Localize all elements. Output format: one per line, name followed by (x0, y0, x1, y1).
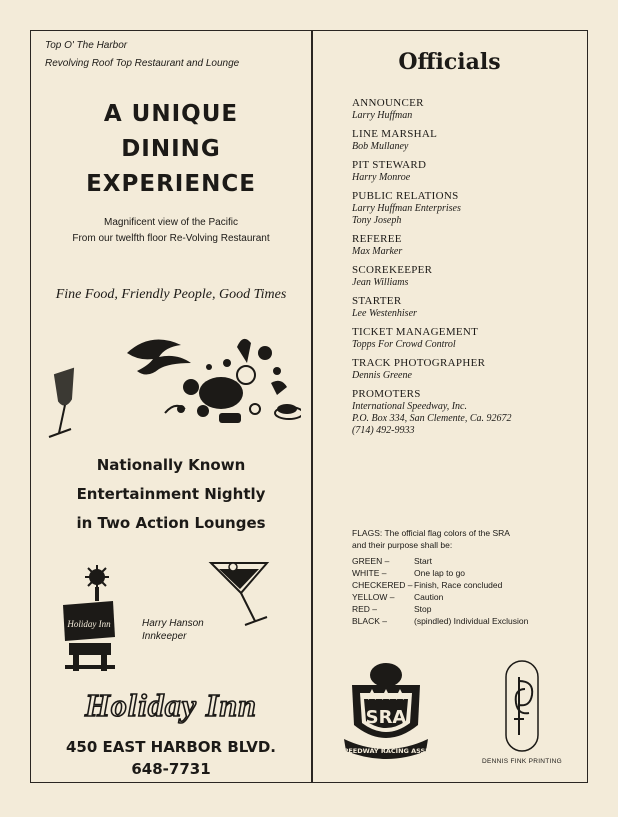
cocktail-glass-icon (207, 559, 271, 629)
flag-meaning: One lap to go (414, 568, 466, 578)
official-name: International Speedway, Inc. (352, 401, 467, 412)
official-entry (352, 190, 582, 227)
flag-color: WHITE – (352, 568, 387, 578)
official-role: LINE MARSHAL (352, 128, 438, 140)
flag-row (352, 603, 582, 615)
holiday-inn-ad (31, 31, 311, 782)
flag-row (352, 615, 582, 627)
flags-section (352, 527, 582, 627)
flag-color: CHECKERED – (352, 580, 413, 590)
official-role: ANNOUNCER (352, 97, 424, 109)
official-name: P.O. Box 334, San Clemente, Ca. 92672 (352, 413, 512, 424)
official-role: SCOREKEEPER (352, 264, 433, 276)
ad-address: 450 EAST HARBOR BLVD. (66, 738, 276, 756)
official-role: STARTER (352, 295, 402, 307)
officials-list (352, 97, 582, 443)
official-name: Max Marker (352, 246, 403, 257)
eagle-icon (127, 340, 191, 375)
official-entry (352, 295, 582, 320)
official-name: Dennis Greene (352, 370, 412, 381)
sra-banner-text: SPEEDWAY RACING ASSN. (338, 747, 434, 755)
official-entry (352, 128, 582, 153)
entertainment-line: Entertainment Nightly (76, 485, 266, 503)
official-entry (352, 388, 582, 437)
entertainment-line: Nationally Known (96, 456, 246, 474)
ad-headline (31, 97, 311, 202)
sra-letters: SRA (365, 707, 407, 728)
official-entry (352, 159, 582, 184)
ad-tagline: Fine Food, Friendly People, Good Times (55, 287, 287, 302)
official-role: PROMOTERS (352, 388, 421, 400)
flags-table (352, 555, 582, 627)
ad-subline-restaurant: From our twelfth floor Re-Volving Restaurant (72, 233, 270, 244)
official-name: Larry Huffman (352, 110, 413, 121)
flag-row (352, 567, 582, 579)
food-pile-icon (165, 339, 301, 423)
official-entry (352, 326, 582, 351)
official-name: Jean Williams (352, 277, 409, 288)
program-page-frame (30, 30, 588, 783)
official-name: Bob Mullaney (352, 141, 409, 152)
official-name: Topps For Crowd Control (352, 339, 456, 350)
flags-intro (352, 527, 582, 551)
flag-row (352, 591, 582, 603)
official-role: PIT STEWARD (352, 159, 427, 171)
entertainment-block (31, 451, 311, 538)
flags-intro-line: and their purpose shall be: (352, 540, 453, 550)
flags-intro-line: FLAGS: The official flag colors of the SRA (352, 528, 510, 538)
flag-color: GREEN – (352, 556, 390, 566)
official-name: Larry Huffman Enterprises (352, 203, 461, 214)
innkeeper-name: Harry Hanson (142, 618, 204, 629)
ad-subline-view: Magnificent view of the Pacific (104, 217, 238, 228)
holiday-inn-sign-icon (55, 565, 125, 673)
wine-glass-icon (49, 369, 73, 437)
official-entry (352, 97, 582, 122)
flag-color: BLACK – (352, 616, 387, 626)
official-entry (352, 233, 582, 258)
venue-description: Revolving Roof Top Restaurant and Lounge (45, 58, 240, 69)
printer-monogram-logo (502, 659, 542, 753)
flag-meaning: Stop (414, 604, 432, 614)
official-name: Lee Westenhiser (352, 308, 417, 319)
headline-line: A UNIQUE (103, 101, 239, 127)
printer-label: DENNIS FINK PRINTING (482, 758, 563, 765)
sra-logo (338, 659, 434, 763)
flag-meaning: (spindled) Individual Exclusion (414, 616, 529, 626)
official-role: TICKET MANAGEMENT (352, 326, 479, 338)
official-entry (352, 264, 582, 289)
official-role: TRACK PHOTOGRAPHER (352, 357, 486, 369)
official-role: REFEREE (352, 233, 402, 245)
official-role: PUBLIC RELATIONS (352, 190, 459, 202)
flag-meaning: Caution (414, 592, 444, 602)
flag-color: RED – (352, 604, 378, 614)
sign-lettering: Holiday Inn (67, 619, 111, 629)
officials-panel (312, 31, 587, 782)
official-name: Tony Joseph (352, 215, 402, 226)
flag-row (352, 579, 582, 591)
ad-phone: 648-7731 (131, 760, 211, 778)
official-name: (714) 492-9933 (352, 425, 415, 436)
flag-meaning: Start (414, 556, 432, 566)
headline-line: EXPERIENCE (86, 171, 256, 197)
flag-meaning: Finish, Race concluded (414, 580, 503, 590)
flag-color: YELLOW – (352, 592, 395, 602)
officials-title: Officials (398, 49, 501, 75)
official-name: Harry Monroe (352, 172, 411, 183)
food-illustration (41, 323, 301, 443)
innkeeper-title: Innkeeper (142, 631, 187, 642)
official-entry (352, 357, 582, 382)
entertainment-line: in Two Action Lounges (76, 514, 266, 532)
headline-line: DINING (121, 136, 221, 162)
venue-name: Top O' The Harbor (45, 40, 128, 51)
holiday-inn-logo: Holiday Inn (85, 687, 257, 723)
flag-row (352, 555, 582, 567)
